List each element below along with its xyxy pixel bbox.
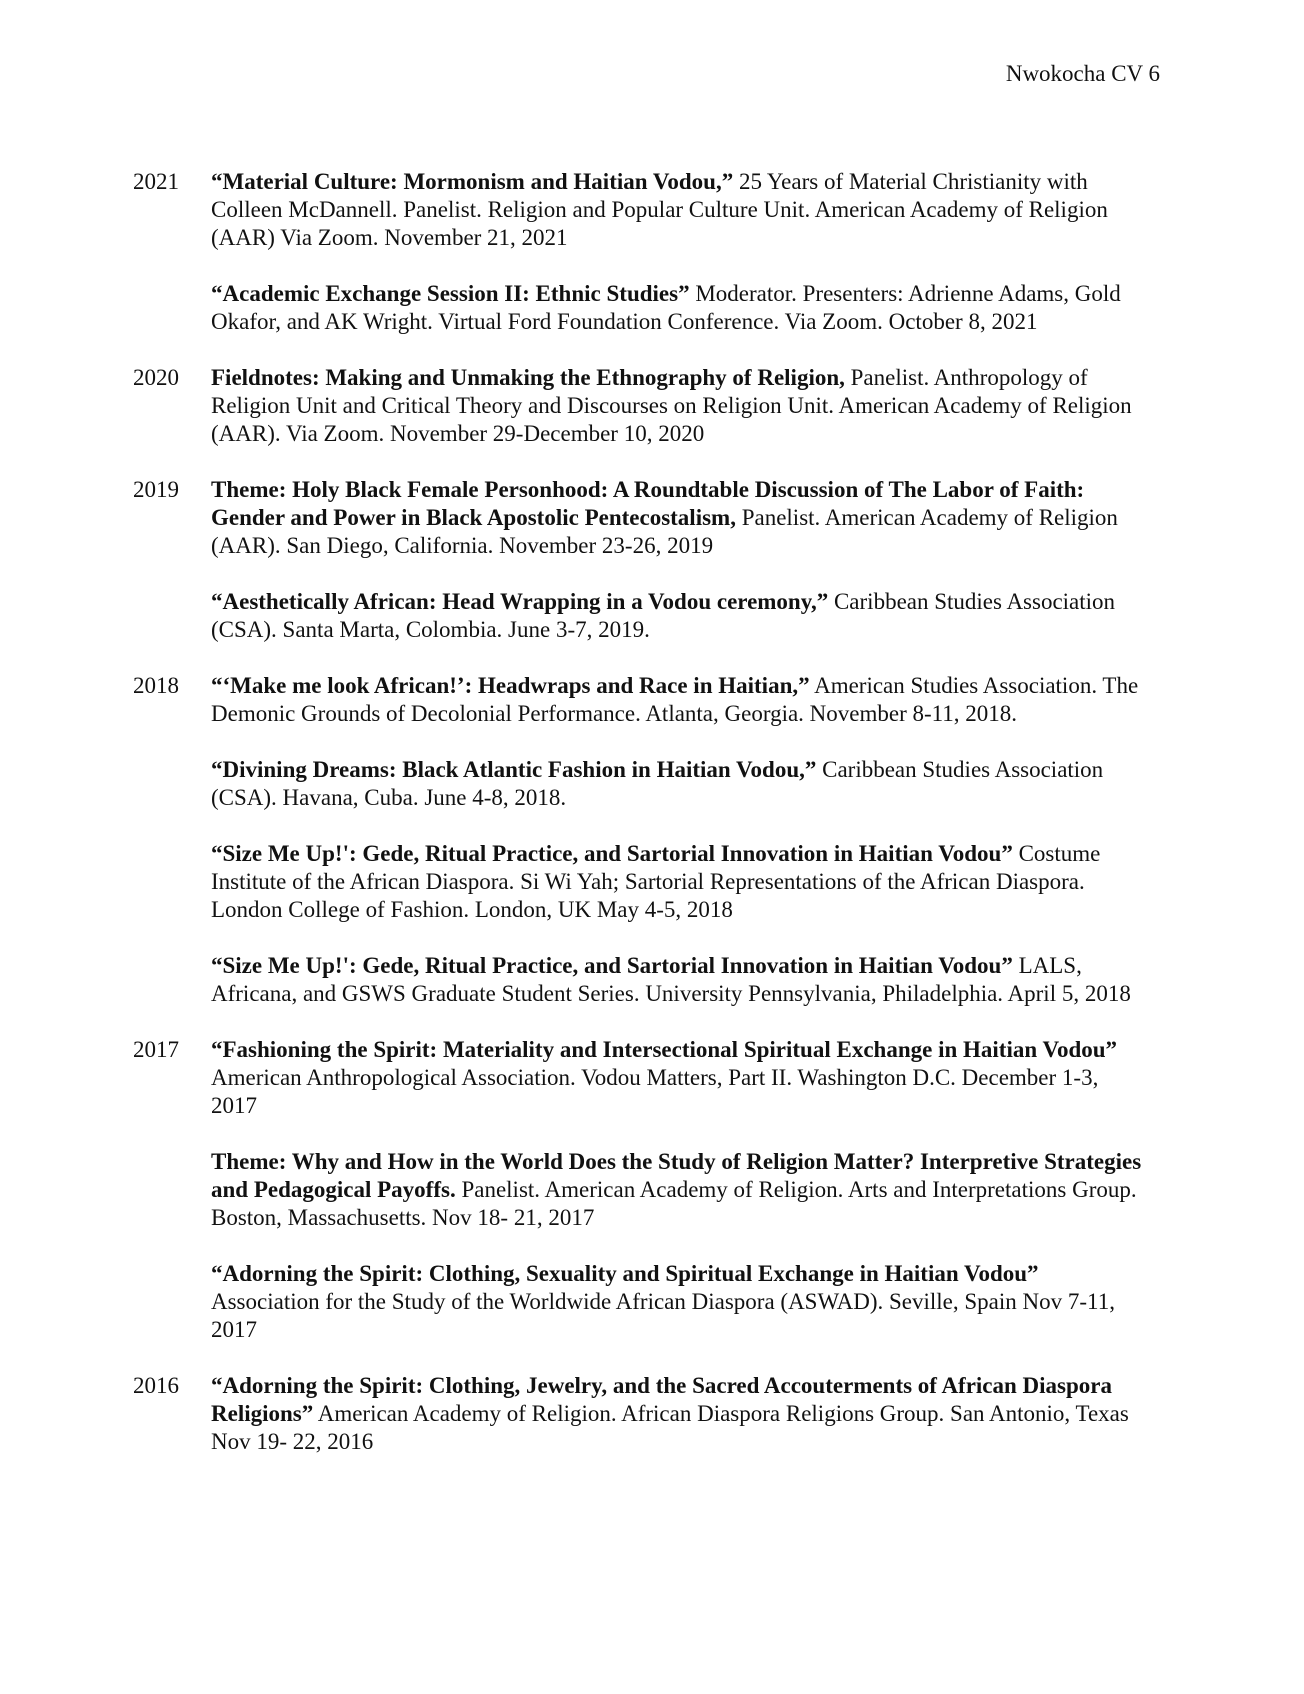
entry-title: “Adorning the Spirit: Clothing, Sexuality and Spiritual Exchange in Haitian Vodou”: [211, 1261, 1039, 1286]
entry-title: “Aesthetically African: Head Wrapping in a Vodou ceremony,”: [211, 589, 829, 614]
entry-details: Panelist. American Academy of Religion (AAR). San Diego, California. November 23-26, 2019: [211, 505, 1118, 558]
year-label: 2017: [133, 1037, 179, 1062]
entry: [211, 1036, 1143, 1120]
entry: [211, 1260, 1143, 1344]
entry-details: 25 Years of Material Christianity with Colleen McDannell. Panelist. Religion and Popular Culture Unit. American Academy of Religion (AAR) Via Zoom. November 21, 2021: [211, 169, 1108, 250]
entry-details: Association for the Study of the Worldwide African Diaspora (ASWAD). Seville, Spain Nov 7-11, 2017: [211, 1289, 1115, 1342]
year-label: 2020: [133, 365, 179, 390]
entry: [211, 1372, 1143, 1456]
entry-list: [211, 476, 1143, 644]
year-label: 2018: [133, 673, 179, 698]
entry-list: [211, 364, 1143, 448]
entry: [211, 168, 1143, 252]
entry-title: “Size Me Up!': Gede, Ritual Practice, and Sartorial Innovation in Haitian Vodou”: [211, 953, 1013, 978]
year-group-2020: [133, 364, 1143, 448]
entry: [211, 280, 1143, 336]
entry-details: Panelist. American Academy of Religion. Arts and Interpretations Group. Boston, Massachusetts. Nov 18- 21, 2017: [211, 1177, 1137, 1230]
entry-details: American Academy of Religion. African Diaspora Religions Group. San Antonio, Texas Nov 19- 22, 2016: [211, 1401, 1129, 1454]
entry-title: “Size Me Up!': Gede, Ritual Practice, and Sartorial Innovation in Haitian Vodou”: [211, 841, 1013, 866]
entry-details: Panelist. Anthropology of Religion Unit and Critical Theory and Discourses on Religion Unit. American Academy of Religion (AAR). Via Zoom. November 29-December 10, 2020: [211, 365, 1132, 446]
entry-details: Caribbean Studies Association (CSA). Havana, Cuba. June 4-8, 2018.: [211, 757, 1104, 810]
entry-title: “‘Make me look African!’: Headwraps and Race in Haitian,”: [211, 673, 810, 698]
entry: [211, 1148, 1143, 1232]
entry-details: Caribbean Studies Association (CSA). Santa Marta, Colombia. June 3-7, 2019.: [211, 589, 1116, 642]
entry-details: Moderator. Presenters: Adrienne Adams, Gold Okafor, and AK Wright. Virtual Ford Foundation Conference. Via Zoom. October 8, 2021: [211, 281, 1121, 334]
year-group-2017: [133, 1036, 1143, 1344]
entry-details: Costume Institute of the African Diaspora. Si Wi Yah; Sartorial Representations of the African Diaspora. London College of Fashion. London, UK May 4-5, 2018: [211, 841, 1101, 922]
entry: [211, 476, 1143, 560]
entry-details: American Studies Association. The Demonic Grounds of Decolonial Performance. Atlanta, Georgia. November 8-11, 2018.: [211, 673, 1139, 726]
entry-title: “Adorning the Spirit: Clothing, Jewelry, and the Sacred Accouterments of African Diaspora Religions”: [211, 1373, 1113, 1426]
year-group-2019: [133, 476, 1143, 644]
entry-list: [211, 672, 1143, 1008]
entry: [211, 364, 1143, 448]
entry-list: [211, 1372, 1143, 1456]
entry-title: “Divining Dreams: Black Atlantic Fashion in Haitian Vodou,”: [211, 757, 817, 782]
entry-details: American Anthropological Association. Vodou Matters, Part II. Washington D.C. December 1-3, 2017: [211, 1065, 1099, 1118]
entry: [211, 756, 1143, 812]
page-header: Nwokocha CV 6: [1005, 61, 1160, 86]
year-label: 2016: [133, 1373, 179, 1398]
entry: [211, 588, 1143, 644]
entry: [211, 672, 1143, 728]
year-group-2021: [133, 168, 1143, 336]
entry: [211, 952, 1143, 1008]
entry-title: Theme: Holy Black Female Personhood: A Roundtable Discussion of The Labor of Faith: Gender and Power in Black Apostolic Pentecostalism,: [211, 477, 1085, 530]
entry-title: “Academic Exchange Session II: Ethnic Studies”: [211, 281, 690, 306]
entry-list: [211, 168, 1143, 336]
entry-details: LALS, Africana, and GSWS Graduate Student Series. University Pennsylvania, Philadelphia. April 5, 2018: [211, 953, 1131, 1006]
presentations-list: [133, 168, 1143, 1484]
entry-title: “Fashioning the Spirit: Materiality and Intersectional Spiritual Exchange in Haitian Vodou”: [211, 1037, 1118, 1062]
year-label: 2021: [133, 169, 179, 194]
entry-title: Fieldnotes: Making and Unmaking the Ethnography of Religion,: [211, 365, 845, 390]
year-label: 2019: [133, 477, 179, 502]
year-group-2016: [133, 1372, 1143, 1456]
entry-list: [211, 1036, 1143, 1344]
entry-title: “Material Culture: Mormonism and Haitian Vodou,”: [211, 169, 734, 194]
entry-title: Theme: Why and How in the World Does the Study of Religion Matter? Interpretive Strategies and Pedagogical Payoffs.: [211, 1149, 1142, 1202]
entry: [211, 840, 1143, 924]
year-group-2018: [133, 672, 1143, 1008]
